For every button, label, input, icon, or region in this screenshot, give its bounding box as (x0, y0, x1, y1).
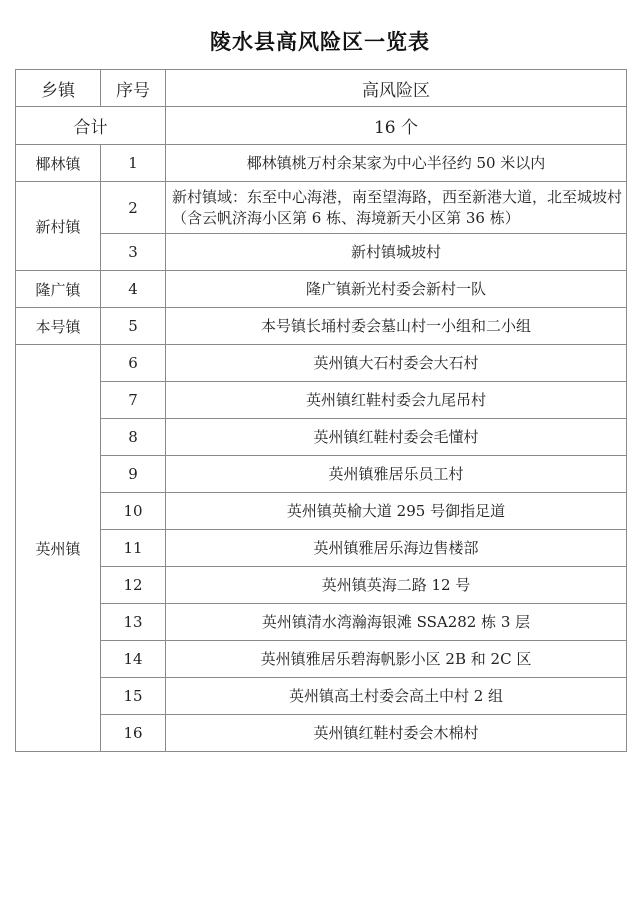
area-cell: 英州镇大石村委会大石村 (166, 345, 627, 382)
number-cell: 1 (101, 145, 166, 182)
table-row (16, 604, 627, 641)
table-row (16, 678, 627, 715)
number-cell: 2 (101, 182, 166, 234)
table-row (16, 382, 627, 419)
table-row (16, 493, 627, 530)
area-cell: 隆广镇新光村委会新村一队 (166, 271, 627, 308)
area-cell: 英州镇雅居乐海边售楼部 (166, 530, 627, 567)
area-cell: 英州镇红鞋村委会九尾吊村 (166, 382, 627, 419)
area-cell: 英州镇雅居乐员工村 (166, 456, 627, 493)
header-number: 序号 (101, 70, 166, 107)
total-value: 16 个 (166, 107, 627, 145)
table-row (16, 145, 627, 182)
number-cell: 4 (101, 271, 166, 308)
area-cell: 英州镇英海二路 12 号 (166, 567, 627, 604)
table-row (16, 715, 627, 752)
high-risk-areas-table (15, 69, 627, 752)
number-cell: 13 (101, 604, 166, 641)
area-cell: 英州镇高土村委会高土中村 2 组 (166, 678, 627, 715)
table-row (16, 567, 627, 604)
number-cell: 14 (101, 641, 166, 678)
number-cell: 12 (101, 567, 166, 604)
area-cell: 本号镇长埇村委会墓山村一小组和二小组 (166, 308, 627, 345)
table-row (16, 345, 627, 382)
total-label: 合计 (16, 107, 166, 145)
town-cell: 隆广镇 (16, 271, 101, 308)
header-row (16, 70, 627, 107)
town-cell: 新村镇 (16, 182, 101, 271)
town-cell: 椰林镇 (16, 145, 101, 182)
table-row (16, 182, 627, 234)
total-row (16, 107, 627, 145)
table-row (16, 456, 627, 493)
number-cell: 6 (101, 345, 166, 382)
page-title: 陵水县高风险区一览表 (210, 30, 430, 54)
town-cell: 英州镇 (16, 345, 101, 752)
number-cell: 3 (101, 234, 166, 271)
number-cell: 9 (101, 456, 166, 493)
area-cell: 英州镇雅居乐碧海帆影小区 2B 和 2C 区 (166, 641, 627, 678)
area-cell: 英州镇清水湾瀚海银滩 SSA282 栋 3 层 (166, 604, 627, 641)
area-cell: 新村镇城坡村 (166, 234, 627, 271)
number-cell: 5 (101, 308, 166, 345)
number-cell: 16 (101, 715, 166, 752)
table-row (16, 271, 627, 308)
number-cell: 11 (101, 530, 166, 567)
table-row (16, 419, 627, 456)
area-cell: 新村镇域：东至中心海港，南至望海路，西至新港大道，北至城坡村（含云帆济海小区第 6 栋、海境新天小区第 36 栋） (166, 182, 627, 234)
header-area: 高风险区 (166, 70, 627, 107)
table-row (16, 641, 627, 678)
header-town: 乡镇 (16, 70, 101, 107)
table-row (16, 234, 627, 271)
number-cell: 7 (101, 382, 166, 419)
town-cell: 本号镇 (16, 308, 101, 345)
number-cell: 15 (101, 678, 166, 715)
number-cell: 8 (101, 419, 166, 456)
table-row (16, 308, 627, 345)
number-cell: 10 (101, 493, 166, 530)
table-row (16, 530, 627, 567)
area-cell: 椰林镇桃万村余某家为中心半径约 50 米以内 (166, 145, 627, 182)
area-cell: 英州镇红鞋村委会木棉村 (166, 715, 627, 752)
area-cell: 英州镇红鞋村委会毛懂村 (166, 419, 627, 456)
area-cell: 英州镇英榆大道 295 号御指足道 (166, 493, 627, 530)
